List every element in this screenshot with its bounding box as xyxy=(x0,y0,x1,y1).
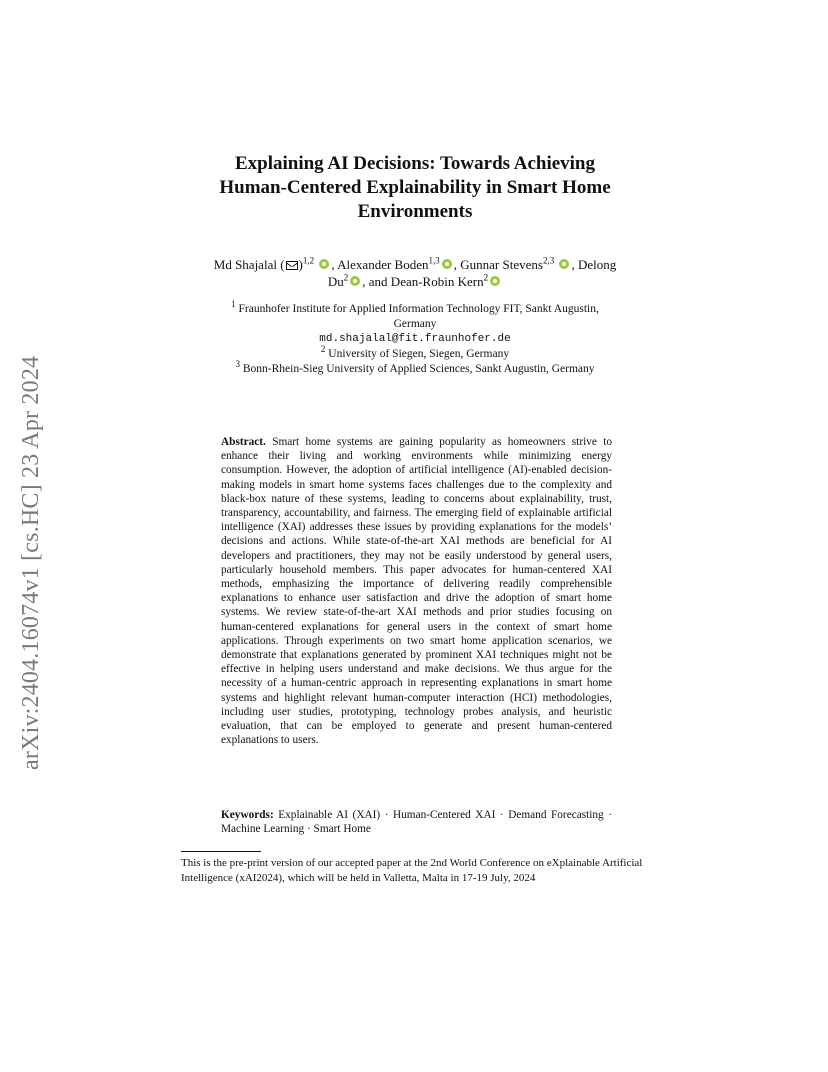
author-3-affil: 2,3 xyxy=(542,255,555,266)
author-5-name: , and Dean-Robin Kern xyxy=(362,274,484,289)
author-line-1 xyxy=(175,256,655,273)
author-list xyxy=(175,256,655,290)
author-line-2 xyxy=(175,273,655,290)
author-2-name: , Alexander Boden xyxy=(331,257,429,272)
author-1-name: Md Shajalal ( xyxy=(213,257,285,272)
orcid-icon[interactable] xyxy=(350,276,360,286)
contact-email[interactable]: md.shajalal@fit.fraunhofer.de xyxy=(319,333,511,345)
footnote: This is the pre-print version of our accepted paper at the 2nd World Conference on eXplainable Artificial Intelligence (xAI2024), which will be held in Valletta, Malta in 17-19 July, 2024 xyxy=(181,857,643,884)
affiliations xyxy=(175,299,655,377)
affiliation-1-country: Germany xyxy=(393,318,437,330)
orcid-icon[interactable] xyxy=(559,259,569,269)
affiliation-2 xyxy=(175,344,655,362)
author-4-affil: 2 xyxy=(343,272,349,283)
author-4-name-part1: , Delong xyxy=(571,257,617,272)
affiliation-2-text: University of Siegen, Siegen, Germany xyxy=(328,348,510,360)
keywords-text: Explainable AI (XAI) · Human-Centered XAI · Demand Forecasting · Machine Learning · Smart Home xyxy=(221,809,612,836)
abstract xyxy=(221,435,612,747)
author-2-affil: 1,3 xyxy=(428,255,440,266)
arxiv-watermark: arXiv:2404.16074v1 [cs.HC] 23 Apr 2024 xyxy=(18,355,44,770)
abstract-label: Abstract. xyxy=(221,436,266,448)
orcid-icon[interactable] xyxy=(490,276,500,286)
affiliation-3-text: Bonn-Rhein-Sieg University of Applied Sciences, Sankt Augustin, Germany xyxy=(242,363,595,375)
affiliation-2-number: 2 xyxy=(320,344,326,355)
affiliation-3 xyxy=(175,359,655,377)
orcid-icon[interactable] xyxy=(442,259,452,269)
title-line-1: Explaining AI Decisions: Towards Achieving xyxy=(234,153,596,174)
orcid-icon[interactable] xyxy=(319,259,329,269)
author-5-affil: 2 xyxy=(483,272,489,283)
affiliation-1-number: 1 xyxy=(231,299,236,310)
paper-title xyxy=(150,152,680,224)
title-line-2: Human-Centered Explainability in Smart Home xyxy=(219,177,611,198)
footnote-divider xyxy=(181,851,261,852)
author-1-affil: 1,2 xyxy=(302,255,315,266)
author-3-name: , Gunnar Stevens xyxy=(453,257,543,272)
keywords-label: Keywords: xyxy=(221,809,274,821)
affiliation-3-number: 3 xyxy=(235,359,240,370)
envelope-icon[interactable] xyxy=(286,261,298,270)
author-4-name-part2: Du xyxy=(327,274,344,289)
affiliation-1-text: Fraunhofer Institute for Applied Information Technology FIT, Sankt Augustin, xyxy=(238,303,599,315)
abstract-text: Smart home systems are gaining popularity as homeowners strive to enhance their living and working environments while minimizing energy consumption. However, the adoption of artificial intelligence (AI)-enabled decision-making models in smart home systems faces challenges due to the complexity and black-box nature of these systems, leading to concerns about explainability, trust, transparency, accountability, and fairness. The emerging field of explainable artificial intelligence (XAI) addresses these issues by providing explanations for the models’ decisions and actions. While state-of-the-art XAI methods are beneficial for AI developers and practitioners, they may not be easily understood by general users, particularly household members. This paper advocates for human-centered XAI methods, emphasizing the importance of delivering readily comprehensible explanations to enhance user satisfaction and drive the adoption of smart home systems. We review state-of-the-art XAI methods and prior studies focusing on human-centered explanations for general users in the context of smart home applications. Through experiments on two smart home application scenarios, we demonstrate that explanations generated by prominent XAI techniques might not be effective in helping users understand and make decisions. We thus argue for the necessity of a human-centric approach in representing explanations in smart home systems and highlight relevant human-computer interaction (HCI) methodologies, including user studies, prototyping, technology probes analysis, and heuristic evaluation, that can be employed to generate and present human-centered explanations to users. xyxy=(221,436,612,747)
keywords xyxy=(221,808,612,836)
title-line-3: Environments xyxy=(357,201,473,222)
affiliation-1 xyxy=(175,299,655,317)
author-1-close: ) xyxy=(298,257,303,272)
